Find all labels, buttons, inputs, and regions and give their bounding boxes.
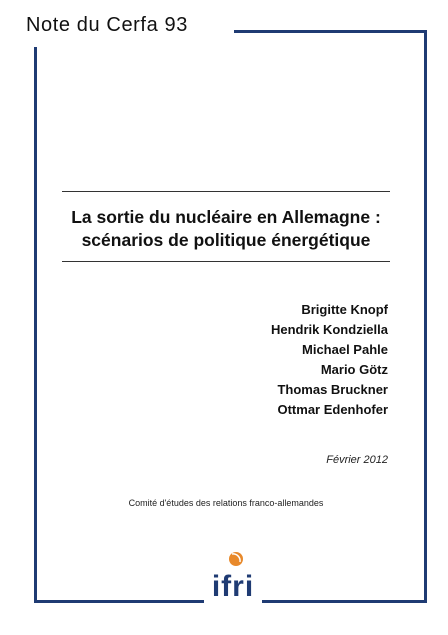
author-name: Michael Pahle [302, 342, 388, 357]
author-name: Mario Götz [320, 362, 388, 377]
document-title-line1: La sortie du nucléaire en Allemagne : [71, 207, 381, 227]
ifri-logo-icon [205, 548, 261, 604]
frame-bottom-right-border [262, 600, 427, 603]
author-name: Hendrik Kondziella [270, 322, 388, 337]
frame-top-border [234, 30, 427, 33]
publication-date: Février 2012 [326, 454, 388, 466]
author-list [271, 300, 388, 420]
frame-left-border [34, 47, 37, 603]
author-name: Thomas Bruckner [277, 382, 388, 397]
logo-text: ifri [211, 570, 255, 603]
series-title: Note du Cerfa 93 [26, 14, 192, 37]
committee-name: Comité d'études des relations franco-allemandes [128, 498, 324, 508]
title-rule-top [62, 191, 390, 192]
author-name: Ottmar Edenhofer [277, 402, 388, 417]
frame-bottom-left-border [34, 600, 204, 603]
frame-right-border [424, 30, 427, 603]
title-rule-bottom [62, 261, 390, 262]
document-title [62, 206, 390, 252]
author-name: Brigitte Knopf [301, 302, 388, 317]
document-title-line2: scénarios de politique énergétique [81, 230, 371, 250]
